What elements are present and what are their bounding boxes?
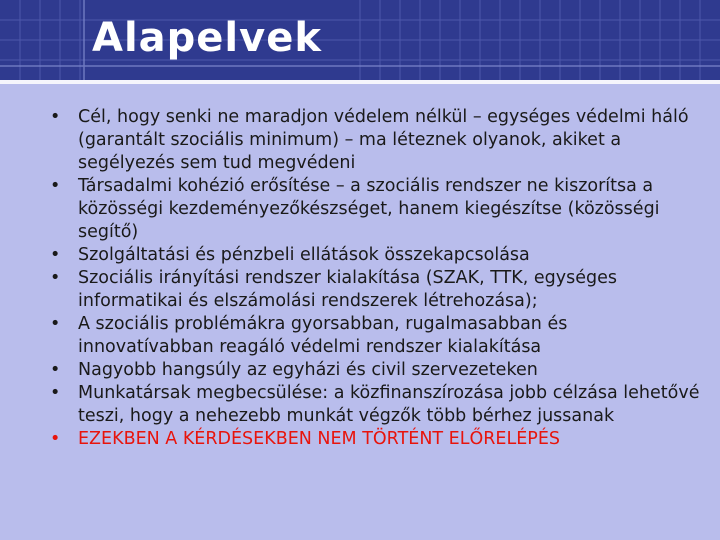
bullet-item — [50, 428, 700, 451]
bullet-dot-icon: • — [50, 245, 61, 265]
title-separator — [0, 80, 720, 84]
bullet-item — [50, 244, 700, 267]
bullet-text: Cél, hogy senki ne maradjon védelem nélkül – egységes védelmi háló (garantált szociális minimum) – ma léteznek olyanok, akiket a segélyezés sem tud megvédeni — [78, 107, 689, 173]
bullet-item — [50, 313, 700, 359]
bullet-dot-icon: • — [50, 268, 61, 288]
bullet-text: Nagyobb hangsúly az egyházi és civil szervezeteken — [78, 360, 538, 380]
bullet-text: Szociális irányítási rendszer kialakítása (SZAK, TTK, egységes informatikai és elszámolási rendszerek létrehozása); — [78, 268, 618, 311]
bullet-dot-icon: • — [50, 429, 61, 449]
bullet-text: Társadalmi kohézió erősítése – a szociális rendszer ne kiszorítsa a közösségi kezdeményezőkészséget, hanem kiegészítse (közösségi segítő) — [78, 176, 660, 242]
bullet-item — [50, 106, 700, 175]
bullet-dot-icon: • — [50, 176, 61, 196]
bullet-item — [50, 382, 700, 428]
bullet-text: A szociális problémákra gyorsabban, rugalmasabban és innovatívabban reagáló védelmi rendszer kialakítása — [78, 314, 568, 357]
bullet-dot-icon: • — [50, 360, 61, 380]
bullet-item — [50, 267, 700, 313]
title-band — [0, 0, 720, 80]
bullet-text: EZEKBEN A KÉRDÉSEKBEN NEM TÖRTÉNT ELŐRELÉPÉS — [78, 429, 560, 449]
bullet-item — [50, 359, 700, 382]
slide-title: Alapelvek — [92, 15, 322, 61]
bullet-text: Munkatársak megbecsülése: a közfinanszírozása jobb célzása lehetővé teszi, hogy a nehezebb munkát végzők több bérhez jussanak — [78, 383, 700, 426]
bullet-list — [50, 106, 700, 451]
bullet-item — [50, 175, 700, 244]
bullet-dot-icon: • — [50, 107, 61, 127]
bullet-text: Szolgáltatási és pénzbeli ellátások összekapcsolása — [78, 245, 530, 265]
bullet-dot-icon: • — [50, 383, 61, 403]
bullet-dot-icon: • — [50, 314, 61, 334]
